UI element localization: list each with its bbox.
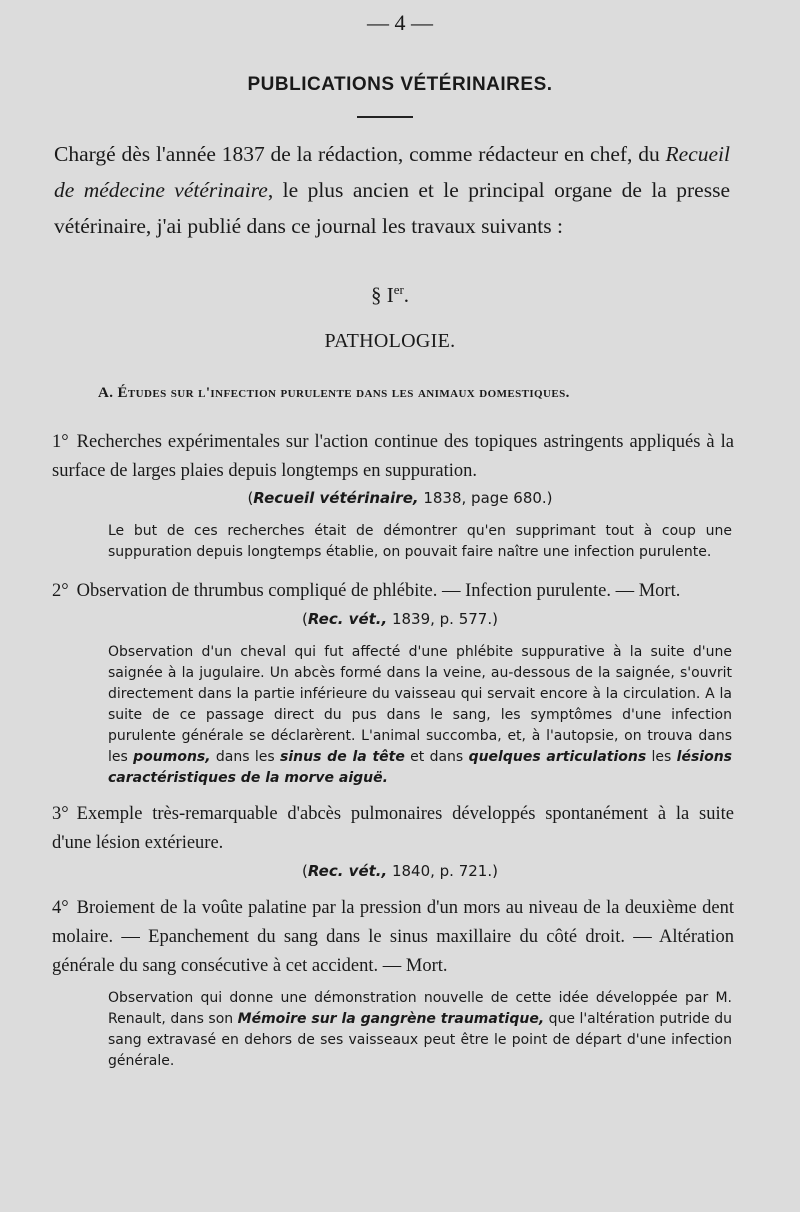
section-heading: PATHOLOGIE. xyxy=(324,330,456,352)
entry-number: 4° xyxy=(52,898,69,918)
page-number: — 4 — xyxy=(367,10,433,35)
note-text: Observation d'un cheval qui fut affecté d'une phlébite suppurative à la suite d'une saignée à la jugulaire. Un abcès formé dans la veine, au-dessous de la saignée, s'ouvrit directement dans la partie inférieure du vaisseau qui servait encore à la circulation. A la suite de ce passage direct du pus dans le sang, les symptômes d'une infection purulente générale se déclarèrent. L'animal succomba, et, à l'autopsie, on trouva dans les xyxy=(108,644,732,765)
entry-number: 1° xyxy=(52,432,69,452)
section-superscript: er xyxy=(393,282,404,297)
entry-3 xyxy=(52,800,734,858)
reference-journal: Recueil vétérinaire, xyxy=(253,489,419,507)
note-emphasis: quelques articulations xyxy=(468,749,647,765)
note-text: que l'altération putride du sang extravasé en dehors de ses vaisseaux peut être le point de départ d'une infection générale. xyxy=(108,1011,732,1069)
entry-1-note: Le but de ces recherches était de démontrer qu'en supprimant tout à coup une suppuration depuis longtemps établie, on pouvait faire naître une infection purulente. xyxy=(108,523,732,560)
note-emphasis: poumons, xyxy=(133,749,211,765)
intro-paragraph xyxy=(54,136,730,244)
intro-text-start: Chargé dès l'année 1837 de la rédaction, comme rédacteur en chef, du xyxy=(54,142,666,166)
note-emphasis: sinus de la tête xyxy=(280,749,405,765)
note-emphasis: lésions caractéristiques de la morve aiguë. xyxy=(108,749,732,786)
note-text: et dans xyxy=(404,749,469,765)
entry-text: Exemple très-remarquable d'abcès pulmonaires développés spontanément à la suite d'une lésion extérieure. xyxy=(52,804,734,853)
title-divider xyxy=(357,116,413,118)
section-dot: . xyxy=(403,283,410,307)
entry-3-reference: (Rec. vét., 1840, p. 721.) xyxy=(302,862,498,880)
reference-journal: Rec. vét., xyxy=(307,610,388,628)
reference-details: 1840, p. 721.) xyxy=(387,862,498,880)
entry-2 xyxy=(52,577,734,606)
entry-4-note xyxy=(108,988,732,1072)
entry-4 xyxy=(52,894,734,981)
journal-title: Recueil de médecine vétérinaire xyxy=(54,142,730,202)
note-text: les xyxy=(646,749,677,765)
entry-number: 2° xyxy=(52,581,69,601)
entry-1-reference: (Recueil vétérinaire, 1838, page 680.) xyxy=(247,489,553,507)
reference-journal: Rec. vét., xyxy=(307,862,388,880)
entry-2-note xyxy=(108,642,732,789)
entry-number: 3° xyxy=(52,804,69,824)
section-symbol: § I xyxy=(370,283,394,307)
reference-details: 1839, p. 577.) xyxy=(387,610,498,628)
reference-details: 1838, page 680.) xyxy=(418,489,553,507)
entry-text: Observation de thrumbus compliqué de phlébite. — Infection purulente. — Mort. xyxy=(76,581,681,601)
entry-2-reference: (Rec. vét., 1839, p. 577.) xyxy=(302,610,498,628)
page-title: PUBLICATIONS VÉTÉRINAIRES. xyxy=(247,74,553,95)
note-emphasis: Mémoire sur la gangrène traumatique, xyxy=(237,1011,545,1027)
entry-text: Broiement de la voûte palatine par la pression d'un mors au niveau de la deuxième dent molaire. — Epanchement du sang dans le sinus maxillaire du côté droit. — Altération générale du sang consécutive à cet accident. — Mort. xyxy=(52,898,734,976)
note-text: dans les xyxy=(210,749,281,765)
entry-1 xyxy=(52,428,734,486)
note-text: Observation qui donne une démonstration nouvelle de cette idée développée par M. Renault, dans son xyxy=(108,990,732,1027)
subheading: A. Études sur l'infection purulente dans les animaux domestiques. xyxy=(98,385,570,401)
intro-text-end: , le plus ancien et le principal organe de la presse vétérinaire, j'ai publié dans ce journal les travaux suivants : xyxy=(54,178,730,238)
entry-text: Recherches expérimentales sur l'action continue des topiques astringents appliqués à la surface de larges plaies depuis longtemps en suppuration. xyxy=(52,432,734,481)
section-mark xyxy=(0,282,780,308)
